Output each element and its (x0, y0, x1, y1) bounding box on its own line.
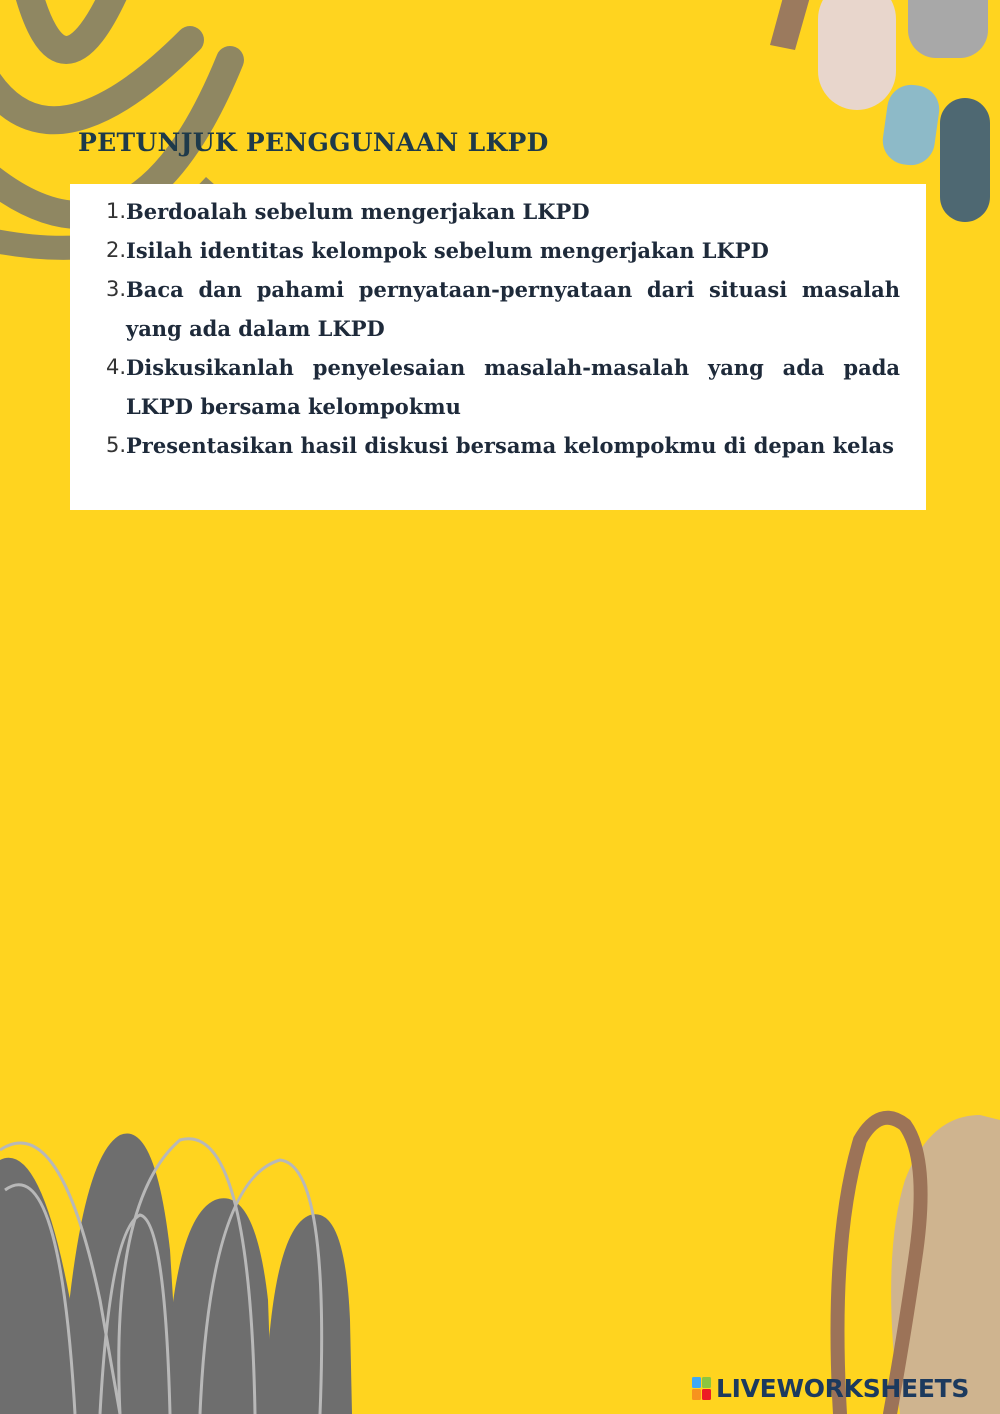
instruction-number: 5. (105, 433, 126, 457)
instruction-item (100, 348, 900, 426)
liveworksheets-wordmark: LIVEWORKSHEETS (716, 1374, 970, 1403)
instruction-text: Baca dan pahami pernyataan-pernyataan dari situasi masalah yang ada dalam LKPD (126, 277, 900, 341)
liveworksheets-logo-icon (692, 1377, 712, 1401)
instruction-number: 4. (105, 355, 126, 379)
page-title: PETUNJUK PENGGUNAAN LKPD (78, 128, 549, 157)
instruction-number: 3. (105, 277, 126, 301)
instruction-text: Berdoalah sebelum mengerjakan LKPD (126, 199, 590, 224)
instruction-number: 1. (105, 199, 126, 223)
instruction-item (100, 231, 900, 270)
instruction-item (100, 192, 900, 231)
instructions-list (100, 192, 900, 465)
liveworksheets-watermark (692, 1374, 969, 1404)
instruction-item (100, 270, 900, 348)
instruction-number: 2. (105, 238, 126, 262)
instruction-text: Diskusikanlah penyelesaian masalah-masalah yang ada pada LKPD bersama kelompokmu (126, 355, 900, 419)
instruction-text: Isilah identitas kelompok sebelum mengerjakan LKPD (126, 238, 769, 263)
instruction-item (100, 426, 900, 465)
instructions-panel (70, 184, 926, 510)
instruction-text: Presentasikan hasil diskusi bersama kelompokmu di depan kelas (126, 433, 894, 458)
